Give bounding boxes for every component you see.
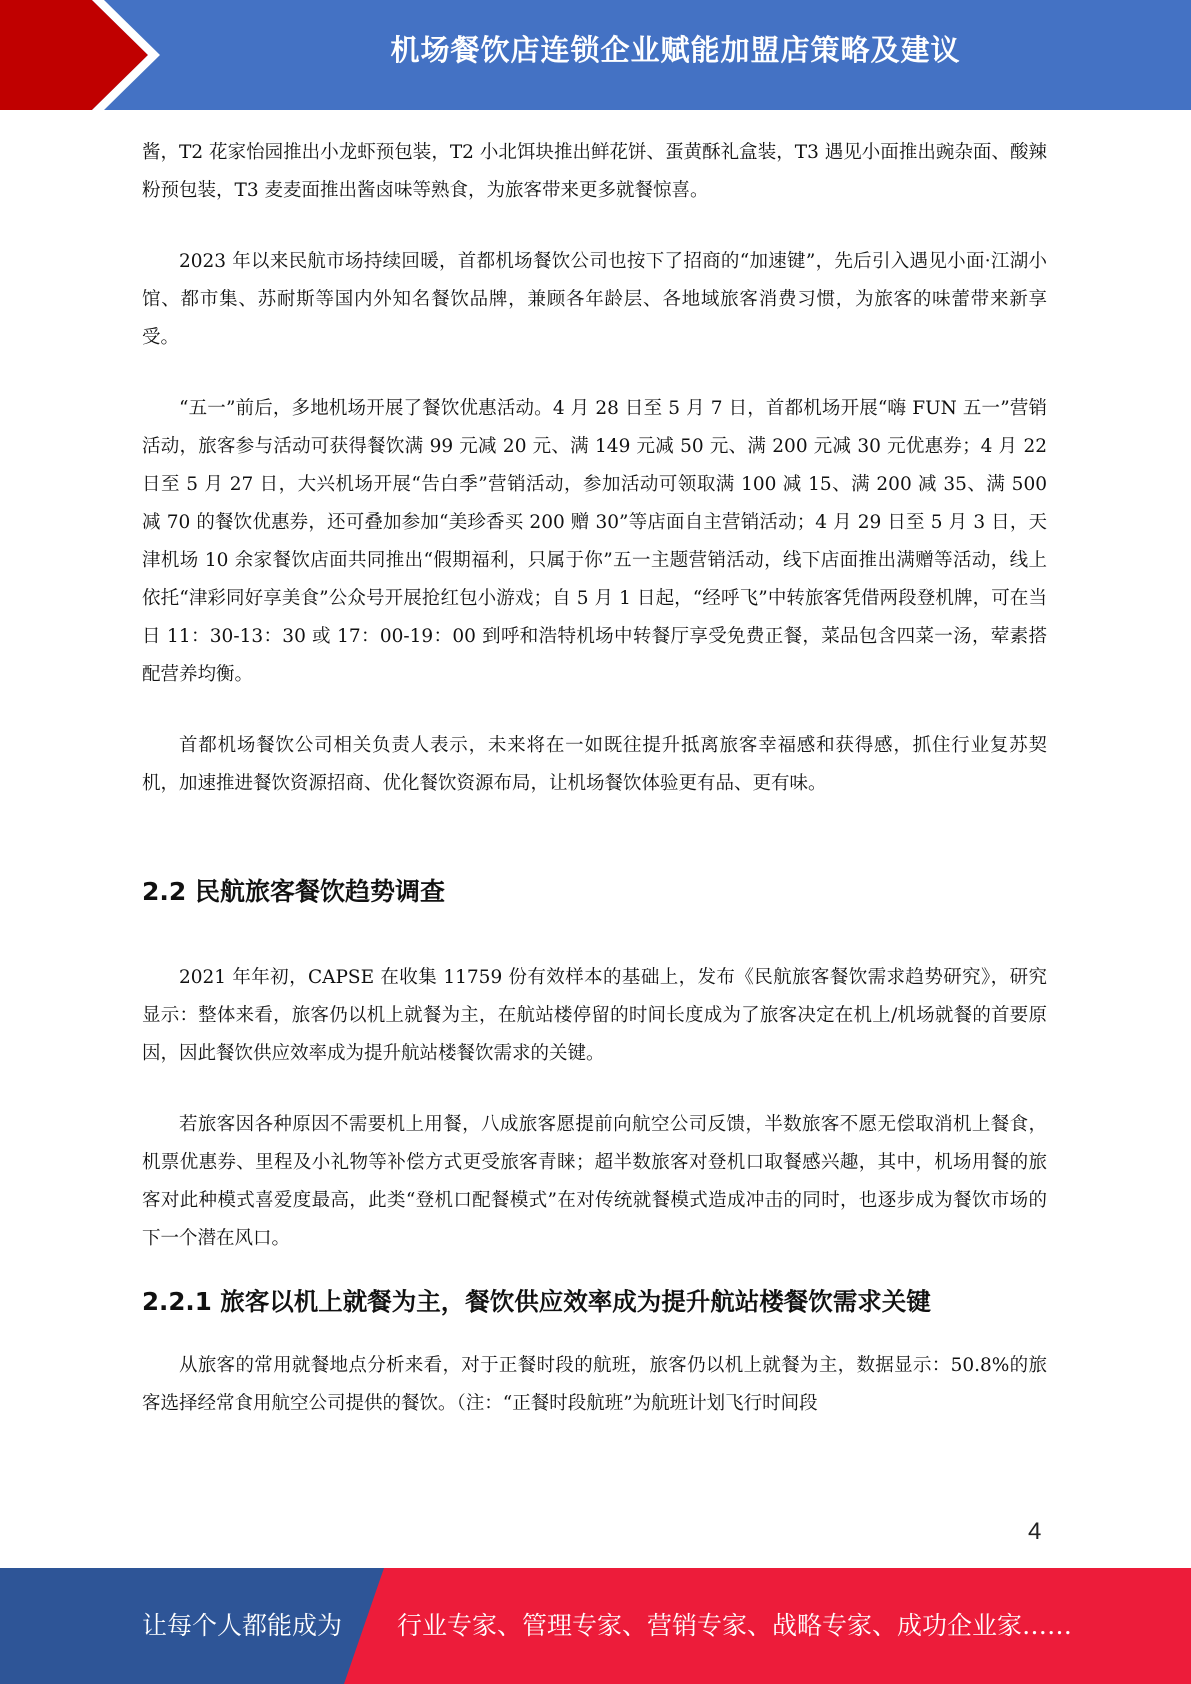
header-red-arrow: [0, 0, 160, 110]
section-heading-2-2: 2.2 民航旅客餐饮趋势调查: [142, 877, 445, 906]
page-number: 4: [1028, 1518, 1042, 1545]
page-content: [142, 134, 1047, 1423]
footer-slogan-left: 让每个人都能成为: [142, 1611, 343, 1640]
paragraph-outlook: 首都机场餐饮公司相关负责人表示，未来将在一如既往提升抵离旅客幸福感和获得感，抓住行业复苏契机，加速推进餐饮资源招商、优化餐饮资源布局，让机场餐饮体验更有品、更有味。: [142, 735, 1047, 794]
paragraph-may-day-promotions: “五一”前后，多地机场开展了餐饮优惠活动。4 月 28 日至 5 月 7 日，首都机场开展“嗨 FUN 五一”营销活动，旅客参与活动可获得餐饮满 99 元减 20 元、满 149 元减 50 元、满 200 元减 30 元优惠券；4 月 22 日至 5 月 27 日，大兴机场开展“告白季”营销活动，参加活动可领取满 100 减 15、满 200 减 35、满 500 减 70 的餐饮优惠券，还可叠加参加“美珍香买 200 赠 30”等店面自主营销活动；4 月 29 日至 5 月 3 日，天津机场 10 余家餐饮店面共同推出“假期福利，只属于你”五一主题营销活动，线下店面推出满赠等活动，线上依托“津彩同好享美食”公众号开展抢红包小游戏；自 5 月 1 日起，“经呼飞”中转旅客凭借两段登机牌，可在当日 11：30-13：30 或 17：00-19：00 到呼和浩特机场中转餐厅享受免费正餐，菜品包含四菜一汤，荤素搭配营养均衡。: [142, 398, 1047, 685]
paragraph-capse-survey: 2021 年年初，CAPSE 在收集 11759 份有效样本的基础上，发布《民航旅客餐饮需求趋势研究》，研究显示：整体来看，旅客仍以机上就餐为主，在航站楼停留的时间长度成为了旅客决定在机上/机场就餐的首要原因，因此餐饮供应效率成为提升航站楼餐饮需求的关键。: [142, 967, 1047, 1064]
section-heading-2-2-1: 2.2.1 旅客以机上就餐为主，餐饮供应效率成为提升航站楼餐饮需求关键: [142, 1287, 931, 1316]
paragraph-recruitment: 2023 年以来民航市场持续回暖，首都机场餐饮公司也按下了招商的“加速键”，先后引入遇见小面·江湖小馆、都市集、苏耐斯等国内外知名餐饮品牌，兼顾各年龄层、各地域旅客消费习惯，为旅客的味蕾带来新享受。: [142, 251, 1047, 348]
footer-slogan-right: 行业专家、管理专家、营销专家、战略专家、成功企业家……: [397, 1611, 1073, 1640]
paragraph-dining-location: 从旅客的常用就餐地点分析来看，对于正餐时段的航班，旅客仍以机上就餐为主，数据显示：50.8%的旅客选择经常食用航空公司提供的餐饮。（注：“正餐时段航班”为航班计划飞行时间段: [142, 1355, 1047, 1414]
page-footer: [0, 1568, 1191, 1684]
page-header: [0, 0, 1191, 110]
paragraph-gate-meal-mode: 若旅客因各种原因不需要机上用餐，八成旅客愿提前向航空公司反馈，半数旅客不愿无偿取消机上餐食，机票优惠券、里程及小礼物等补偿方式更受旅客青睐；超半数旅客对登机口取餐感兴趣，其中，机场用餐的旅客对此种模式喜爱度最高，此类“登机口配餐模式”在对传统就餐模式造成冲击的同时，也逐步成为餐饮市场的下一个潜在风口。: [142, 1114, 1047, 1249]
paragraph-continued: 酱，T2 花家怡园推出小龙虾预包装，T2 小北饵块推出鲜花饼、蛋黄酥礼盒装，T3 遇见小面推出豌杂面、酸辣粉预包装，T3 麦麦面推出酱卤味等熟食，为旅客带来更多就餐惊喜。: [142, 142, 1047, 201]
document-title: 机场餐饮店连锁企业赋能加盟店策略及建议: [390, 33, 961, 67]
